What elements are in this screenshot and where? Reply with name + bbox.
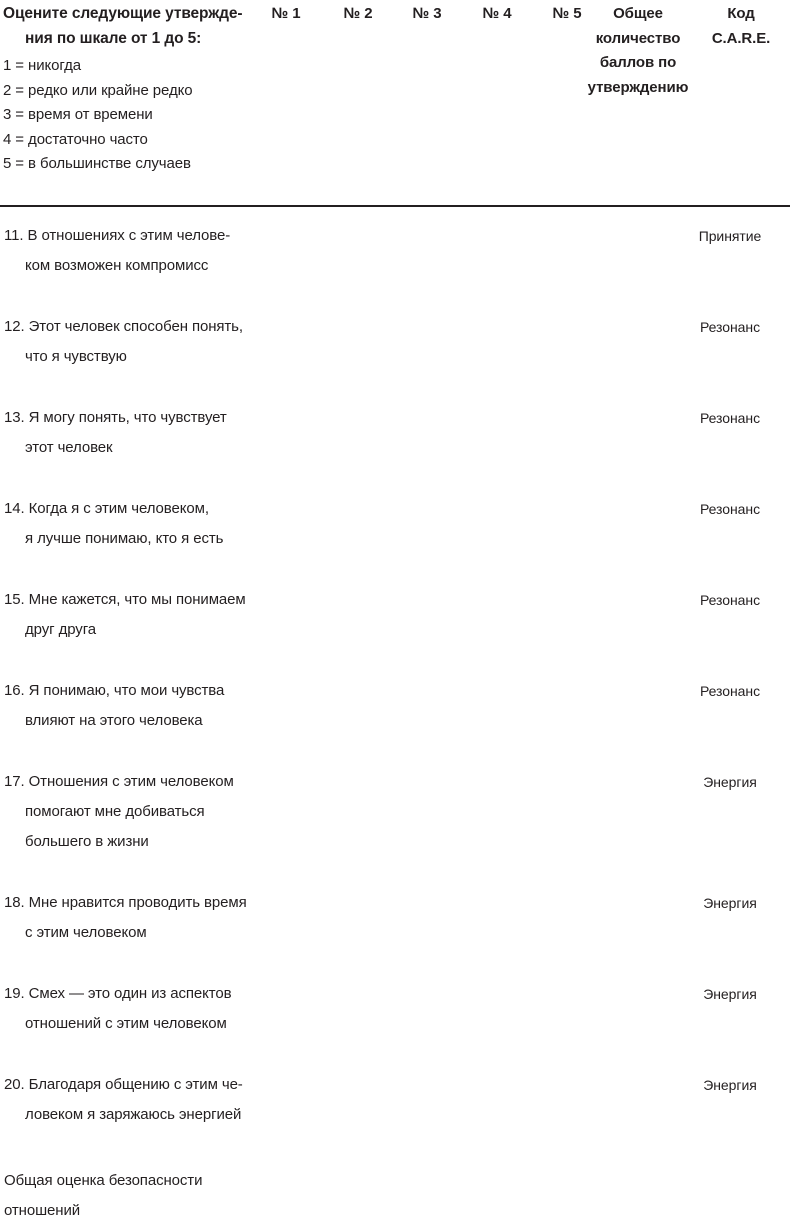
- statement-line-1: 13. Я могу понять, что чувствует: [4, 409, 227, 426]
- care-code-value: Резонанс: [699, 410, 761, 426]
- summary-line-1: Общая оценка безопасности: [4, 1172, 203, 1189]
- statement-line-1: 19. Смех — это один из аспектов: [4, 985, 232, 1002]
- table-header: [0, 0, 790, 207]
- statement-text: [4, 494, 304, 554]
- statement-line-1: 11. В отношениях с этим челове-: [4, 227, 231, 244]
- statement-line-2: с этим человеком: [25, 924, 147, 942]
- scale-item-2: 2 = редко или крайне редко: [3, 81, 193, 99]
- table-row: [0, 1056, 790, 1147]
- statement-text: [4, 312, 304, 372]
- column-header-person-3: № 3: [412, 5, 442, 22]
- scale-item-4: 4 = достаточно часто: [3, 130, 148, 148]
- care-code-value: Энергия: [703, 895, 757, 911]
- statement-line-1: 16. Я понимаю, что мои чувства: [4, 682, 225, 699]
- total-header-line-1: Общее: [613, 5, 663, 22]
- statement-text: [4, 585, 304, 645]
- statement-line-1: 15. Мне кажется, что мы понимаем: [4, 591, 246, 608]
- header-instruction-line-2: ния по шкале от 1 до 5:: [25, 29, 202, 47]
- statement-line-1: 14. Когда я с этим человеком,: [4, 500, 209, 517]
- care-code-value: Энергия: [703, 774, 757, 790]
- care-header-line-1: Код: [727, 5, 755, 22]
- table-row: [0, 874, 790, 965]
- header-instruction-line-1: Оцените следующие утвержде-: [3, 5, 243, 22]
- column-header-total-score: [578, 2, 698, 100]
- statement-line-2: этот человек: [25, 439, 113, 457]
- column-header-care-code: [700, 2, 782, 51]
- statement-text: [4, 888, 304, 948]
- table-row: [0, 662, 790, 753]
- statement-text: [4, 979, 304, 1039]
- overall-safety-score-row: [4, 1166, 324, 1226]
- statement-line-1: 17. Отношения с этим человеком: [4, 773, 234, 790]
- statement-line-1: 20. Благодаря общению с этим че-: [4, 1076, 243, 1093]
- statement-line-1: 18. Мне нравится проводить время: [4, 894, 247, 911]
- total-header-line-3: баллов по: [599, 54, 677, 71]
- care-code-value: Резонанс: [699, 592, 761, 608]
- scale-item-5: 5 = в большинстве случаев: [3, 155, 191, 173]
- header-instruction: [3, 2, 271, 51]
- statement-text: [4, 403, 304, 463]
- table-row: [0, 389, 790, 480]
- statement-text: [4, 221, 304, 281]
- scale-item-3: 3 = время от времени: [3, 106, 153, 124]
- statement-line-2: что я чувствую: [25, 348, 127, 366]
- summary-line-2: отношений: [4, 1202, 81, 1220]
- statement-line-2: отношений с этим человеком: [25, 1015, 227, 1033]
- statement-text: [4, 676, 304, 736]
- statement-line-2: я лучше понимаю, кто я есть: [25, 530, 224, 548]
- table-row: [0, 298, 790, 389]
- statement-line-2: друг друга: [25, 621, 96, 639]
- care-code-value: Резонанс: [699, 683, 761, 699]
- total-header-line-2: количество: [595, 29, 681, 47]
- table-row: [0, 207, 790, 298]
- table-row: [0, 571, 790, 662]
- statement-text: [4, 767, 304, 858]
- care-code-value: Резонанс: [699, 319, 761, 335]
- table-row: [0, 753, 790, 874]
- statement-line-2: ком возможен компромисс: [25, 257, 209, 275]
- table-row: [0, 965, 790, 1056]
- care-header-line-2: C.A.R.E.: [711, 29, 771, 47]
- column-header-person-1: № 1: [271, 5, 301, 22]
- column-header-person-4: № 4: [482, 5, 512, 22]
- total-header-line-4: утверждению: [587, 78, 689, 96]
- statement-text: [4, 1070, 304, 1130]
- statement-line-2: влияют на этого человека: [25, 712, 203, 730]
- statement-line-3: большего в жизни: [25, 833, 149, 851]
- rating-scale-legend: [3, 54, 271, 177]
- care-code-value: Принятие: [698, 228, 762, 244]
- table-row: [0, 480, 790, 571]
- scale-item-1: 1 = никогда: [3, 57, 81, 74]
- statement-line-2: помогают мне добиваться: [25, 803, 205, 821]
- column-header-person-2: № 2: [343, 5, 373, 22]
- column-header-person-5: № 5: [552, 5, 582, 22]
- statement-line-2: ловеком я заряжаюсь энергией: [25, 1106, 242, 1124]
- care-code-value: Энергия: [703, 1077, 757, 1093]
- care-code-value: Резонанс: [699, 501, 761, 517]
- statement-line-1: 12. Этот человек способен понять,: [4, 318, 243, 335]
- care-code-value: Энергия: [703, 986, 757, 1002]
